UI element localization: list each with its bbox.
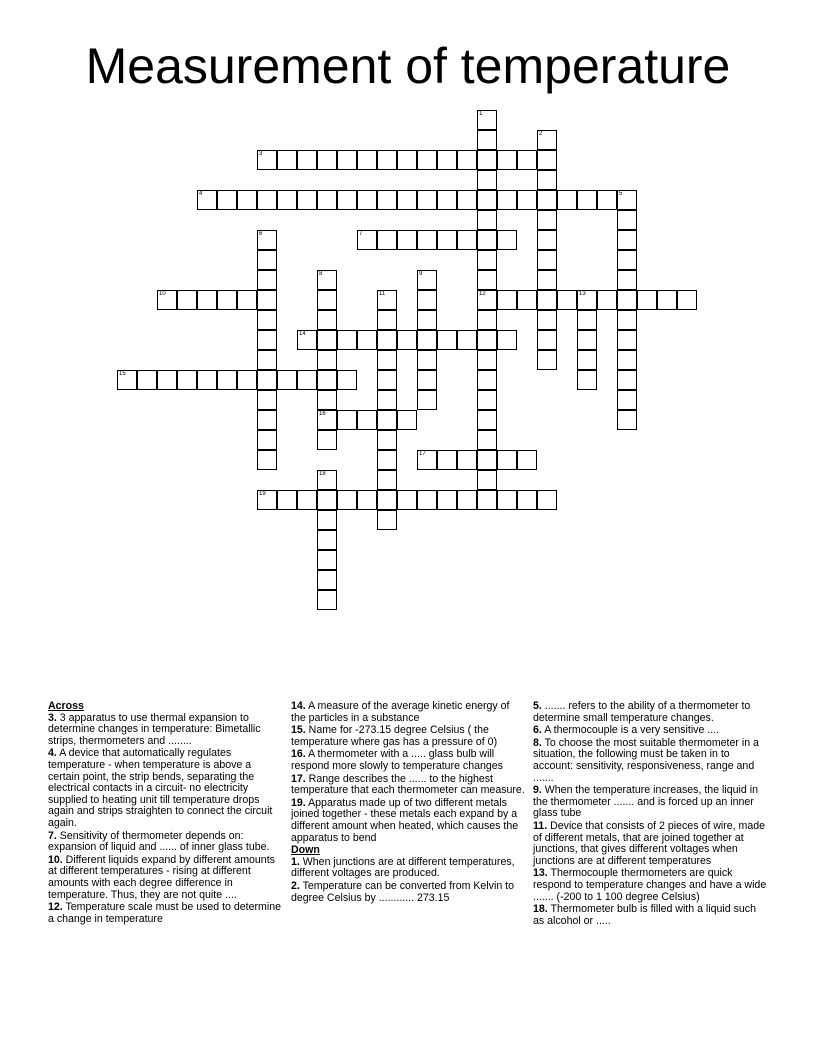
grid-cell[interactable] (297, 190, 317, 210)
clue-number: 2. (291, 879, 300, 892)
grid-cell[interactable] (537, 190, 557, 210)
clue-item (291, 857, 525, 880)
grid-cell[interactable] (317, 290, 337, 310)
grid-cell[interactable] (597, 190, 617, 210)
clue-number: 3. (48, 711, 57, 724)
grid-cell[interactable] (357, 150, 377, 170)
grid-cell[interactable] (377, 350, 397, 370)
cell-number: 7 (359, 231, 363, 237)
grid-cell[interactable] (597, 290, 617, 310)
grid-cell[interactable] (457, 190, 477, 210)
grid-cell[interactable] (437, 330, 457, 350)
cell-number: 4 (199, 191, 203, 197)
cell-number: 5 (619, 191, 623, 197)
clue-text: When the temperature increases, the liquid in the thermometer ....... and is forced up an inner glass tube (533, 784, 758, 820)
grid-cell[interactable] (557, 290, 577, 310)
grid-cell[interactable] (297, 150, 317, 170)
grid-cell[interactable] (377, 410, 397, 430)
grid-cell[interactable] (577, 290, 597, 310)
grid-cell[interactable] (257, 310, 277, 330)
grid-cell[interactable] (617, 410, 637, 430)
grid-cell[interactable] (257, 270, 277, 290)
clue-item (533, 738, 767, 784)
clue-text: Thermometer bulb is filled with a liquid such as alcohol or ..... (533, 903, 756, 927)
clue-number: 17. (291, 772, 306, 785)
cell-number: 14 (299, 331, 306, 337)
cell-number: 8 (319, 271, 323, 277)
grid-cell[interactable] (617, 210, 637, 230)
grid-cell[interactable] (537, 490, 557, 510)
cell-number: 3 (259, 151, 263, 157)
grid-cell[interactable] (317, 490, 337, 510)
clue-number: 11. (533, 819, 548, 832)
cell-number: 1 (479, 111, 483, 117)
clue-number: 19. (291, 796, 306, 809)
clue-number: 10. (48, 853, 63, 866)
grid-cell[interactable] (477, 430, 497, 450)
grid-cell[interactable] (257, 250, 277, 270)
grid-cell[interactable] (537, 250, 557, 270)
grid-cell[interactable] (417, 330, 437, 350)
clue-text: To choose the most suitable thermometer in a situation, the following must be taken in to account: sensitivity, responsiveness, range and ....... (533, 736, 759, 784)
grid-cell[interactable] (497, 490, 517, 510)
clue-number: 15. (291, 724, 306, 737)
grid-cell[interactable] (277, 370, 297, 390)
grid-cell[interactable] (477, 130, 497, 150)
grid-cell[interactable] (317, 270, 337, 290)
clue-number: 12. (48, 901, 63, 914)
cell-number: 18 (319, 471, 326, 477)
grid-cell[interactable] (317, 330, 337, 350)
grid-cell[interactable] (517, 290, 537, 310)
grid-cell[interactable] (477, 310, 497, 330)
grid-cell[interactable] (397, 230, 417, 250)
grid-cell[interactable] (337, 150, 357, 170)
clue-item (48, 713, 282, 748)
cell-number: 16 (319, 411, 326, 417)
grid-cell[interactable] (157, 370, 177, 390)
grid-cell[interactable] (377, 150, 397, 170)
grid-cell[interactable] (417, 390, 437, 410)
clue-number: 16. (291, 748, 306, 761)
grid-cell[interactable] (237, 290, 257, 310)
grid-cell[interactable] (257, 230, 277, 250)
clue-text: A measure of the average kinetic energy of the particles in a substance (291, 700, 510, 724)
clue-number: 8. (533, 736, 542, 749)
clue-number: 14. (291, 700, 306, 712)
clue-text: 3 apparatus to use thermal expansion to determine changes in temperature: Bimetallic strips, thermometers and ........ (48, 711, 261, 747)
grid-cell[interactable] (397, 410, 417, 430)
grid-cell[interactable] (457, 150, 477, 170)
grid-cell[interactable] (537, 210, 557, 230)
grid-cell[interactable] (577, 190, 597, 210)
grid-cell[interactable] (197, 290, 217, 310)
grid-cell[interactable] (377, 370, 397, 390)
grid-cell[interactable] (477, 170, 497, 190)
grid-cell[interactable] (617, 350, 637, 370)
grid-cell[interactable] (577, 370, 597, 390)
clue-number: 9. (533, 784, 542, 797)
grid-cell[interactable] (377, 330, 397, 350)
grid-cell[interactable] (157, 290, 177, 310)
grid-cell[interactable] (437, 450, 457, 470)
grid-cell[interactable] (497, 450, 517, 470)
grid-cell[interactable] (217, 190, 237, 210)
grid-cell[interactable] (317, 550, 337, 570)
grid-cell[interactable] (397, 330, 417, 350)
grid-cell[interactable] (617, 230, 637, 250)
puzzle-title: Measurement of temperature (85, 38, 731, 94)
grid-cell[interactable] (537, 230, 557, 250)
grid-cell[interactable] (417, 270, 437, 290)
cell-number: 6 (259, 231, 263, 237)
grid-cell[interactable] (317, 530, 337, 550)
grid-cell[interactable] (257, 290, 277, 310)
grid-cell[interactable] (257, 490, 277, 510)
grid-cell[interactable] (377, 290, 397, 310)
grid-cell[interactable] (377, 490, 397, 510)
cell-number: 15 (119, 371, 126, 377)
grid-cell[interactable] (377, 390, 397, 410)
clue-item (291, 725, 525, 748)
grid-cell[interactable] (477, 190, 497, 210)
clue-text: Name for -273.15 degree Celsius ( the temperature where gas has a pressure of 0) (291, 724, 498, 748)
clue-item (48, 902, 282, 925)
grid-cell[interactable] (257, 190, 277, 210)
grid-cell[interactable] (477, 350, 497, 370)
clue-text: Range describes the ...... to the highest temperature that each thermometer can measure. (291, 772, 525, 797)
grid-cell[interactable] (317, 410, 337, 430)
grid-cell[interactable] (437, 150, 457, 170)
clue-item (291, 881, 525, 904)
grid-cell[interactable] (217, 370, 237, 390)
grid-cell[interactable] (277, 150, 297, 170)
grid-cell[interactable] (377, 450, 397, 470)
clue-text: Temperature scale must be used to determine a change in temperature (48, 901, 282, 925)
grid-cell[interactable] (357, 230, 377, 250)
grid-cell[interactable] (517, 190, 537, 210)
grid-cell[interactable] (437, 230, 457, 250)
grid-cell[interactable] (237, 190, 257, 210)
grid-cell[interactable] (477, 210, 497, 230)
grid-cell[interactable] (477, 410, 497, 430)
grid-cell[interactable] (437, 490, 457, 510)
grid-cell[interactable] (617, 250, 637, 270)
clue-item (533, 725, 767, 737)
grid-cell[interactable] (497, 290, 517, 310)
grid-cell[interactable] (457, 450, 477, 470)
grid-cell[interactable] (357, 190, 377, 210)
grid-cell[interactable] (317, 370, 337, 390)
grid-cell[interactable] (257, 370, 277, 390)
grid-cell[interactable] (617, 390, 637, 410)
grid-cell[interactable] (417, 450, 437, 470)
clue-text: A device that automatically regulates temperature - when temperature is above a certain point, the strip bends, separating the electrical contacts in a circuit- no electricity supplied to heating unit till temperature drops again and strips straighten to connect the circuit again. (48, 747, 273, 829)
grid-cell[interactable] (217, 290, 237, 310)
grid-cell[interactable] (617, 310, 637, 330)
grid-cell[interactable] (297, 370, 317, 390)
cell-number: 10 (159, 291, 166, 297)
grid-cell[interactable] (377, 190, 397, 210)
grid-cell[interactable] (457, 330, 477, 350)
grid-cell[interactable] (237, 370, 257, 390)
clue-number: 4. (48, 747, 57, 760)
grid-cell[interactable] (557, 190, 577, 210)
clue-number: 18. (533, 903, 548, 916)
grid-cell[interactable] (617, 330, 637, 350)
grid-cell[interactable] (577, 330, 597, 350)
clue-item (533, 785, 767, 820)
grid-cell[interactable] (477, 110, 497, 130)
grid-cell[interactable] (197, 190, 217, 210)
grid-cell[interactable] (257, 390, 277, 410)
grid-cell[interactable] (197, 370, 217, 390)
clue-item (48, 748, 282, 829)
cell-number: 17 (419, 451, 426, 457)
clue-text: Temperature can be converted from Kelvin to degree Celsius by ............ 273.15 (291, 879, 514, 904)
grid-cell[interactable] (497, 330, 517, 350)
grid-cell[interactable] (417, 290, 437, 310)
clue-item (291, 774, 525, 797)
grid-cell[interactable] (377, 310, 397, 330)
grid-cell[interactable] (377, 470, 397, 490)
grid-cell[interactable] (537, 170, 557, 190)
grid-cell[interactable] (617, 370, 637, 390)
grid-cell[interactable] (477, 250, 497, 270)
clue-item (533, 821, 767, 867)
grid-cell[interactable] (477, 290, 497, 310)
grid-cell[interactable] (177, 290, 197, 310)
grid-cell[interactable] (677, 290, 697, 310)
grid-cell[interactable] (577, 310, 597, 330)
grid-cell[interactable] (277, 490, 297, 510)
grid-cell[interactable] (537, 350, 557, 370)
grid-cell[interactable] (417, 310, 437, 330)
grid-cell[interactable] (477, 230, 497, 250)
grid-cell[interactable] (337, 410, 357, 430)
grid-cell[interactable] (317, 510, 337, 530)
grid-cell[interactable] (317, 390, 337, 410)
grid-cell[interactable] (477, 270, 497, 290)
grid-cell[interactable] (417, 350, 437, 370)
grid-cell[interactable] (477, 390, 497, 410)
clues-column-3 (533, 701, 767, 928)
grid-cell[interactable] (317, 590, 337, 610)
grid-cell[interactable] (417, 230, 437, 250)
grid-cell[interactable] (457, 230, 477, 250)
clue-item (291, 798, 525, 844)
grid-cell[interactable] (257, 330, 277, 350)
clue-number: 5. (533, 700, 542, 712)
clue-number: 13. (533, 867, 548, 880)
grid-cell[interactable] (617, 190, 637, 210)
clue-text: A thermocouple is a very sensitive .... (541, 724, 720, 737)
grid-cell[interactable] (397, 490, 417, 510)
grid-cell[interactable] (357, 410, 377, 430)
clue-item (48, 831, 282, 854)
grid-cell[interactable] (477, 330, 497, 350)
grid-cell[interactable] (317, 310, 337, 330)
grid-cell[interactable] (357, 330, 377, 350)
grid-cell[interactable] (497, 190, 517, 210)
cell-number: 9 (419, 271, 423, 277)
grid-cell[interactable] (377, 230, 397, 250)
across-heading: Across (48, 700, 84, 712)
grid-cell[interactable] (517, 450, 537, 470)
grid-cell[interactable] (497, 150, 517, 170)
cell-number: 13 (579, 291, 586, 297)
cell-number: 12 (479, 291, 486, 297)
grid-cell[interactable] (257, 410, 277, 430)
grid-cell[interactable] (537, 150, 557, 170)
grid-cell[interactable] (457, 490, 477, 510)
grid-cell[interactable] (337, 490, 357, 510)
clue-item (533, 868, 767, 903)
grid-cell[interactable] (417, 150, 437, 170)
grid-cell[interactable] (257, 350, 277, 370)
down-heading: Down (291, 844, 320, 857)
cell-number: 11 (379, 291, 386, 297)
grid-cell[interactable] (437, 190, 457, 210)
grid-cell[interactable] (257, 430, 277, 450)
clues-column-2 (291, 701, 525, 905)
grid-cell[interactable] (277, 190, 297, 210)
grid-cell[interactable] (517, 490, 537, 510)
grid-cell[interactable] (317, 190, 337, 210)
grid-cell[interactable] (637, 290, 657, 310)
grid-cell[interactable] (537, 330, 557, 350)
clue-item (533, 904, 767, 927)
grid-cell[interactable] (137, 370, 157, 390)
clue-text: Different liquids expand by different amounts at different temperatures - rising at different amounts with each degree difference in temperature. Thus, they are not quite .... (48, 853, 275, 901)
clue-number: 1. (291, 855, 300, 868)
grid-cell[interactable] (117, 370, 137, 390)
clues-column-1 (48, 701, 282, 926)
clue-item (291, 749, 525, 772)
grid-cell[interactable] (297, 490, 317, 510)
grid-cell[interactable] (257, 150, 277, 170)
clue-item (291, 701, 525, 724)
grid-cell[interactable] (577, 350, 597, 370)
grid-cell[interactable] (297, 330, 317, 350)
grid-cell[interactable] (537, 310, 557, 330)
grid-cell[interactable] (397, 190, 417, 210)
cell-number: 19 (259, 491, 266, 497)
grid-cell[interactable] (337, 370, 357, 390)
grid-cell[interactable] (317, 430, 337, 450)
grid-cell[interactable] (417, 490, 437, 510)
grid-cell[interactable] (517, 150, 537, 170)
grid-cell[interactable] (497, 230, 517, 250)
grid-cell[interactable] (317, 350, 337, 370)
grid-cell[interactable] (357, 490, 377, 510)
clue-text: When junctions are at different temperatures, different voltages are produced. (291, 855, 515, 880)
grid-cell[interactable] (337, 190, 357, 210)
grid-cell[interactable] (477, 370, 497, 390)
clue-number: 7. (48, 829, 57, 842)
grid-cell[interactable] (477, 150, 497, 170)
grid-cell[interactable] (617, 270, 637, 290)
clue-item (48, 855, 282, 901)
grid-cell[interactable] (537, 290, 557, 310)
grid-cell[interactable] (417, 190, 437, 210)
clue-text: Device that consists of 2 pieces of wire, made of different metals, that are joined together at junctions, that gives different voltages when junctions are at different temperatures (533, 819, 766, 867)
grid-cell[interactable] (477, 470, 497, 490)
grid-cell[interactable] (477, 490, 497, 510)
grid-cell[interactable] (177, 370, 197, 390)
cell-number: 2 (539, 131, 543, 137)
clue-text: A thermometer with a ..... glass bulb will respond more slowly to temperature changes (291, 748, 503, 772)
grid-cell[interactable] (377, 510, 397, 530)
clue-text: Thermocouple thermometers are quick respond to temperature changes and have a wide ....... (-200 to 1 100 degree Celsius) (533, 867, 767, 903)
clue-item (533, 701, 767, 724)
grid-cell[interactable] (317, 150, 337, 170)
clue-text: Apparatus made up of two different metals joined together - these metals each expand by a different amount when heated, which causes the apparatus to bend (291, 796, 519, 844)
grid-cell[interactable] (657, 290, 677, 310)
grid-cell[interactable] (317, 570, 337, 590)
clue-text: ....... refers to the ability of a thermometer to determine small temperature changes. (533, 700, 751, 724)
grid-cell[interactable] (537, 270, 557, 290)
grid-cell[interactable] (337, 330, 357, 350)
grid-cell[interactable] (377, 430, 397, 450)
grid-cell[interactable] (617, 290, 637, 310)
grid-cell[interactable] (417, 370, 437, 390)
grid-cell[interactable] (397, 150, 417, 170)
grid-cell[interactable] (257, 450, 277, 470)
grid-cell[interactable] (537, 130, 557, 150)
clue-number: 6. (533, 724, 542, 737)
clue-text: Sensitivity of thermometer depends on: expansion of liquid and ...... of inner glass tube. (48, 829, 270, 854)
grid-cell[interactable] (317, 470, 337, 490)
grid-cell[interactable] (477, 450, 497, 470)
